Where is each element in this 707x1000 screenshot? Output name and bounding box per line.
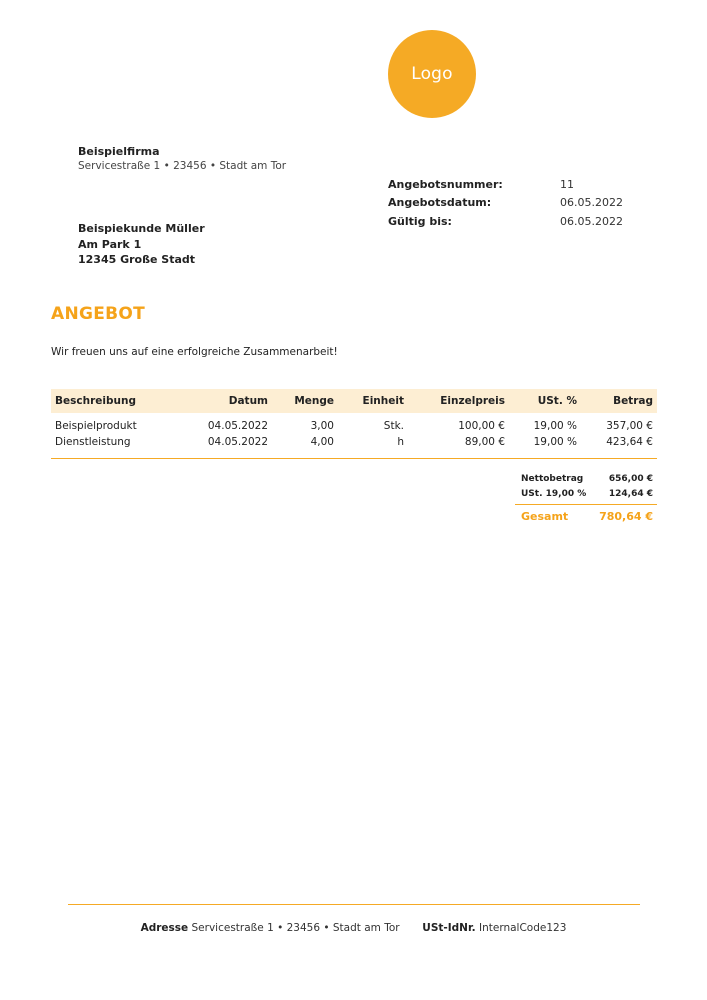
net-total-value: 656,00 € — [608, 473, 653, 484]
net-total-row — [515, 471, 657, 486]
line-items-table — [51, 389, 657, 450]
column-header-unit-price: Einzelpreis — [440, 395, 505, 407]
totals-block — [515, 471, 657, 527]
cell-unit-price: 89,00 € — [464, 436, 505, 448]
column-header-description: Beschreibung — [55, 395, 136, 407]
footer-address-value: Servicestraße 1 • 23456 • Stadt am Tor — [191, 922, 400, 934]
cell-description: Dienstleistung — [55, 436, 131, 448]
meta-label: Angebotsdatum: — [388, 196, 492, 210]
tax-total-row — [515, 486, 657, 501]
intro-text: Wir freuen uns auf eine erfolgreiche Zusammenarbeit! — [51, 346, 338, 358]
offer-meta — [388, 175, 628, 231]
table-row — [51, 413, 657, 434]
cell-unit-price: 100,00 € — [458, 420, 505, 432]
recipient-block — [78, 221, 205, 268]
document-title: ANGEBOT — [51, 304, 146, 324]
logo-text: Logo — [411, 64, 453, 84]
sender-name: Beispielfirma — [78, 145, 160, 158]
cell-vat: 19,00 % — [533, 436, 577, 448]
table-bottom-divider — [51, 458, 657, 459]
meta-value: 06.05.2022 — [560, 196, 623, 210]
cell-amount: 423,64 € — [606, 436, 653, 448]
meta-value: 11 — [560, 177, 574, 191]
cell-quantity: 4,00 — [310, 436, 334, 448]
sender-address: Servicestraße 1 • 23456 • Stadt am Tor — [78, 160, 287, 172]
cell-amount: 357,00 € — [606, 420, 653, 432]
meta-row-date — [388, 194, 628, 213]
table-header-row — [51, 389, 657, 413]
tax-total-value: 124,64 € — [608, 488, 653, 499]
meta-label: Gültig bis: — [388, 214, 452, 228]
column-header-amount: Betrag — [613, 395, 653, 407]
column-header-quantity: Menge — [294, 395, 334, 407]
recipient-name: Beispiekunde Müller — [78, 222, 205, 235]
footer-address-label: Adresse — [140, 922, 189, 934]
footer-vat-value: InternalCode123 — [479, 922, 567, 934]
cell-date: 04.05.2022 — [207, 420, 268, 432]
footer — [0, 922, 707, 934]
recipient-street: Am Park 1 — [78, 237, 142, 251]
column-header-date: Datum — [228, 395, 268, 407]
company-logo — [388, 30, 476, 118]
meta-value: 06.05.2022 — [560, 214, 623, 228]
cell-quantity: 3,00 — [310, 420, 334, 432]
cell-vat: 19,00 % — [533, 420, 577, 432]
cell-description: Beispielprodukt — [55, 420, 137, 432]
tax-total-label: USt. 19,00 % — [521, 488, 587, 499]
footer-vat-label: USt-IdNr. — [422, 922, 476, 934]
grand-total-row — [515, 505, 657, 527]
footer-divider — [68, 904, 640, 905]
table-row — [51, 434, 657, 450]
sender-block — [78, 145, 286, 174]
cell-date: 04.05.2022 — [207, 436, 268, 448]
meta-label: Angebotsnummer: — [388, 177, 503, 191]
cell-unit: Stk. — [383, 420, 404, 432]
recipient-city: 12345 Große Stadt — [78, 253, 196, 266]
cell-unit: h — [397, 436, 404, 448]
column-header-unit: Einheit — [362, 395, 404, 407]
meta-row-number — [388, 175, 628, 194]
grand-total-label: Gesamt — [521, 509, 569, 523]
grand-total-value: 780,64 € — [599, 509, 653, 523]
column-header-vat: USt. % — [537, 395, 577, 407]
meta-row-valid — [388, 212, 628, 231]
net-total-label: Nettobetrag — [521, 473, 584, 484]
